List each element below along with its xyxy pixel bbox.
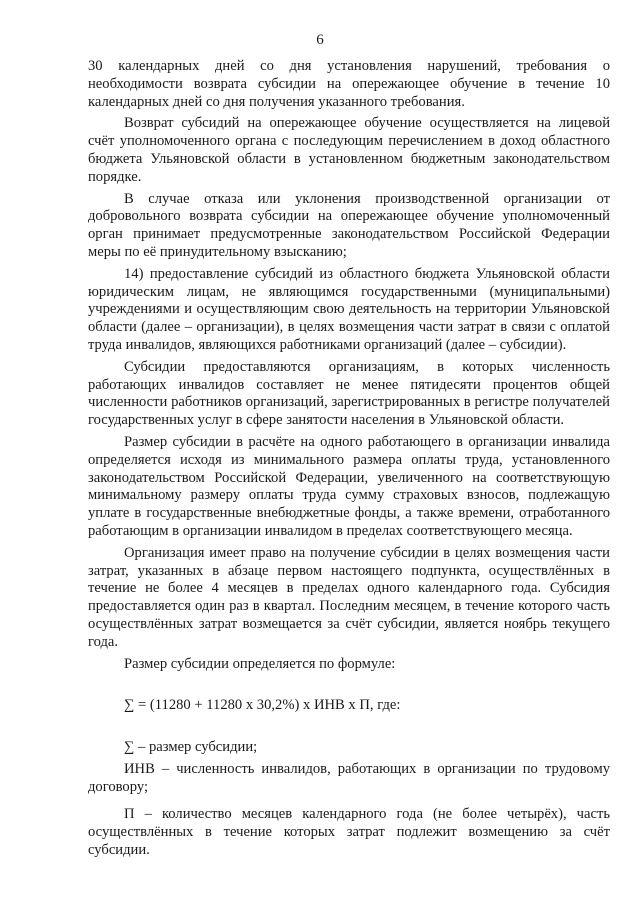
paragraph-8: Размер субсидии определяется по формуле:	[124, 655, 396, 672]
definition-sum: ∑ – размер субсидии;	[124, 739, 258, 756]
paragraph-4: 14) предоставление субсидий из областного бюджета Ульяновской области юридическим лицам, не являющимся государственными (муниципальными) учреждениями и осуществляющим свою деятельность на территории Ульяновской области (далее – организации), в целях возмещения части затрат в связи с оплатой труда инвалидов, являющихся работниками организаций (далее – субсидии).	[88, 265, 610, 353]
definition-p: П – количество месяцев календарного года (не более четырёх), часть осуществлённых в течение которых затрат подлежит возмещению за счёт субсидии.	[88, 806, 610, 859]
paragraph-3: В случае отказа или уклонения производственной организации от добровольного возврата субсидии на опережающее обучение уполномоченный орган принимает предусмотренные законодательством Российской Федерации меры по её принудительному взысканию;	[88, 190, 610, 260]
page-number: 6	[316, 32, 324, 48]
definition-inv: ИНВ – численность инвалидов, работающих в организации по трудовому договору;	[88, 760, 610, 795]
paragraph-2: Возврат субсидий на опережающее обучение осуществляется на лицевой счёт уполномоченного органа с последующим перечислением в доход областного бюджета Ульяновской области в установленном бюджетным законодательством порядке.	[88, 115, 610, 185]
paragraph-1: 30 календарных дней со дня установления нарушений, требования о необходимости возврата субсидии на опережающее обучение в течение 10 календарных дней со дня получения указанного требования.	[88, 58, 610, 110]
document-body	[88, 58, 610, 864]
paragraph-5: Субсидии предоставляются организациям, в которых численность работающих инвалидов составляет не менее пятидесяти процентов общей численности работников организаций, зарегистрированных в регистре получателей государственных услуг в сфере занятости населения в Ульяновской области.	[88, 358, 610, 429]
paragraph-7: Организация имеет право на получение субсидии в целях возмещения части затрат, указанных в абзаце первом настоящего подпункта, осуществлённых в течение не более 4 месяцев в пределах одного календарного года. Субсидия предоставляется один раз в квартал. Последним месяцем, в течение которого часть осуществлённых затрат возмещается за счёт субсидии, является ноябрь текущего года.	[88, 544, 610, 650]
subsidy-formula: ∑ = (11280 + 11280 х 30,2%) х ИНВ х П, где:	[124, 697, 401, 714]
paragraph-6: Размер субсидии в расчёте на одного работающего в организации инвалида определяется исходя из минимального размера оплаты труда, установленного законодательством Российской Федерации, увеличенного на соответствующую минимальному размеру оплаты труда сумму страховых взносов, подлежащую уплате в государственные внебюджетные фонды, а также времени, отработанного работающим в организации инвалидом в пределах соответствующего месяца.	[88, 433, 610, 539]
